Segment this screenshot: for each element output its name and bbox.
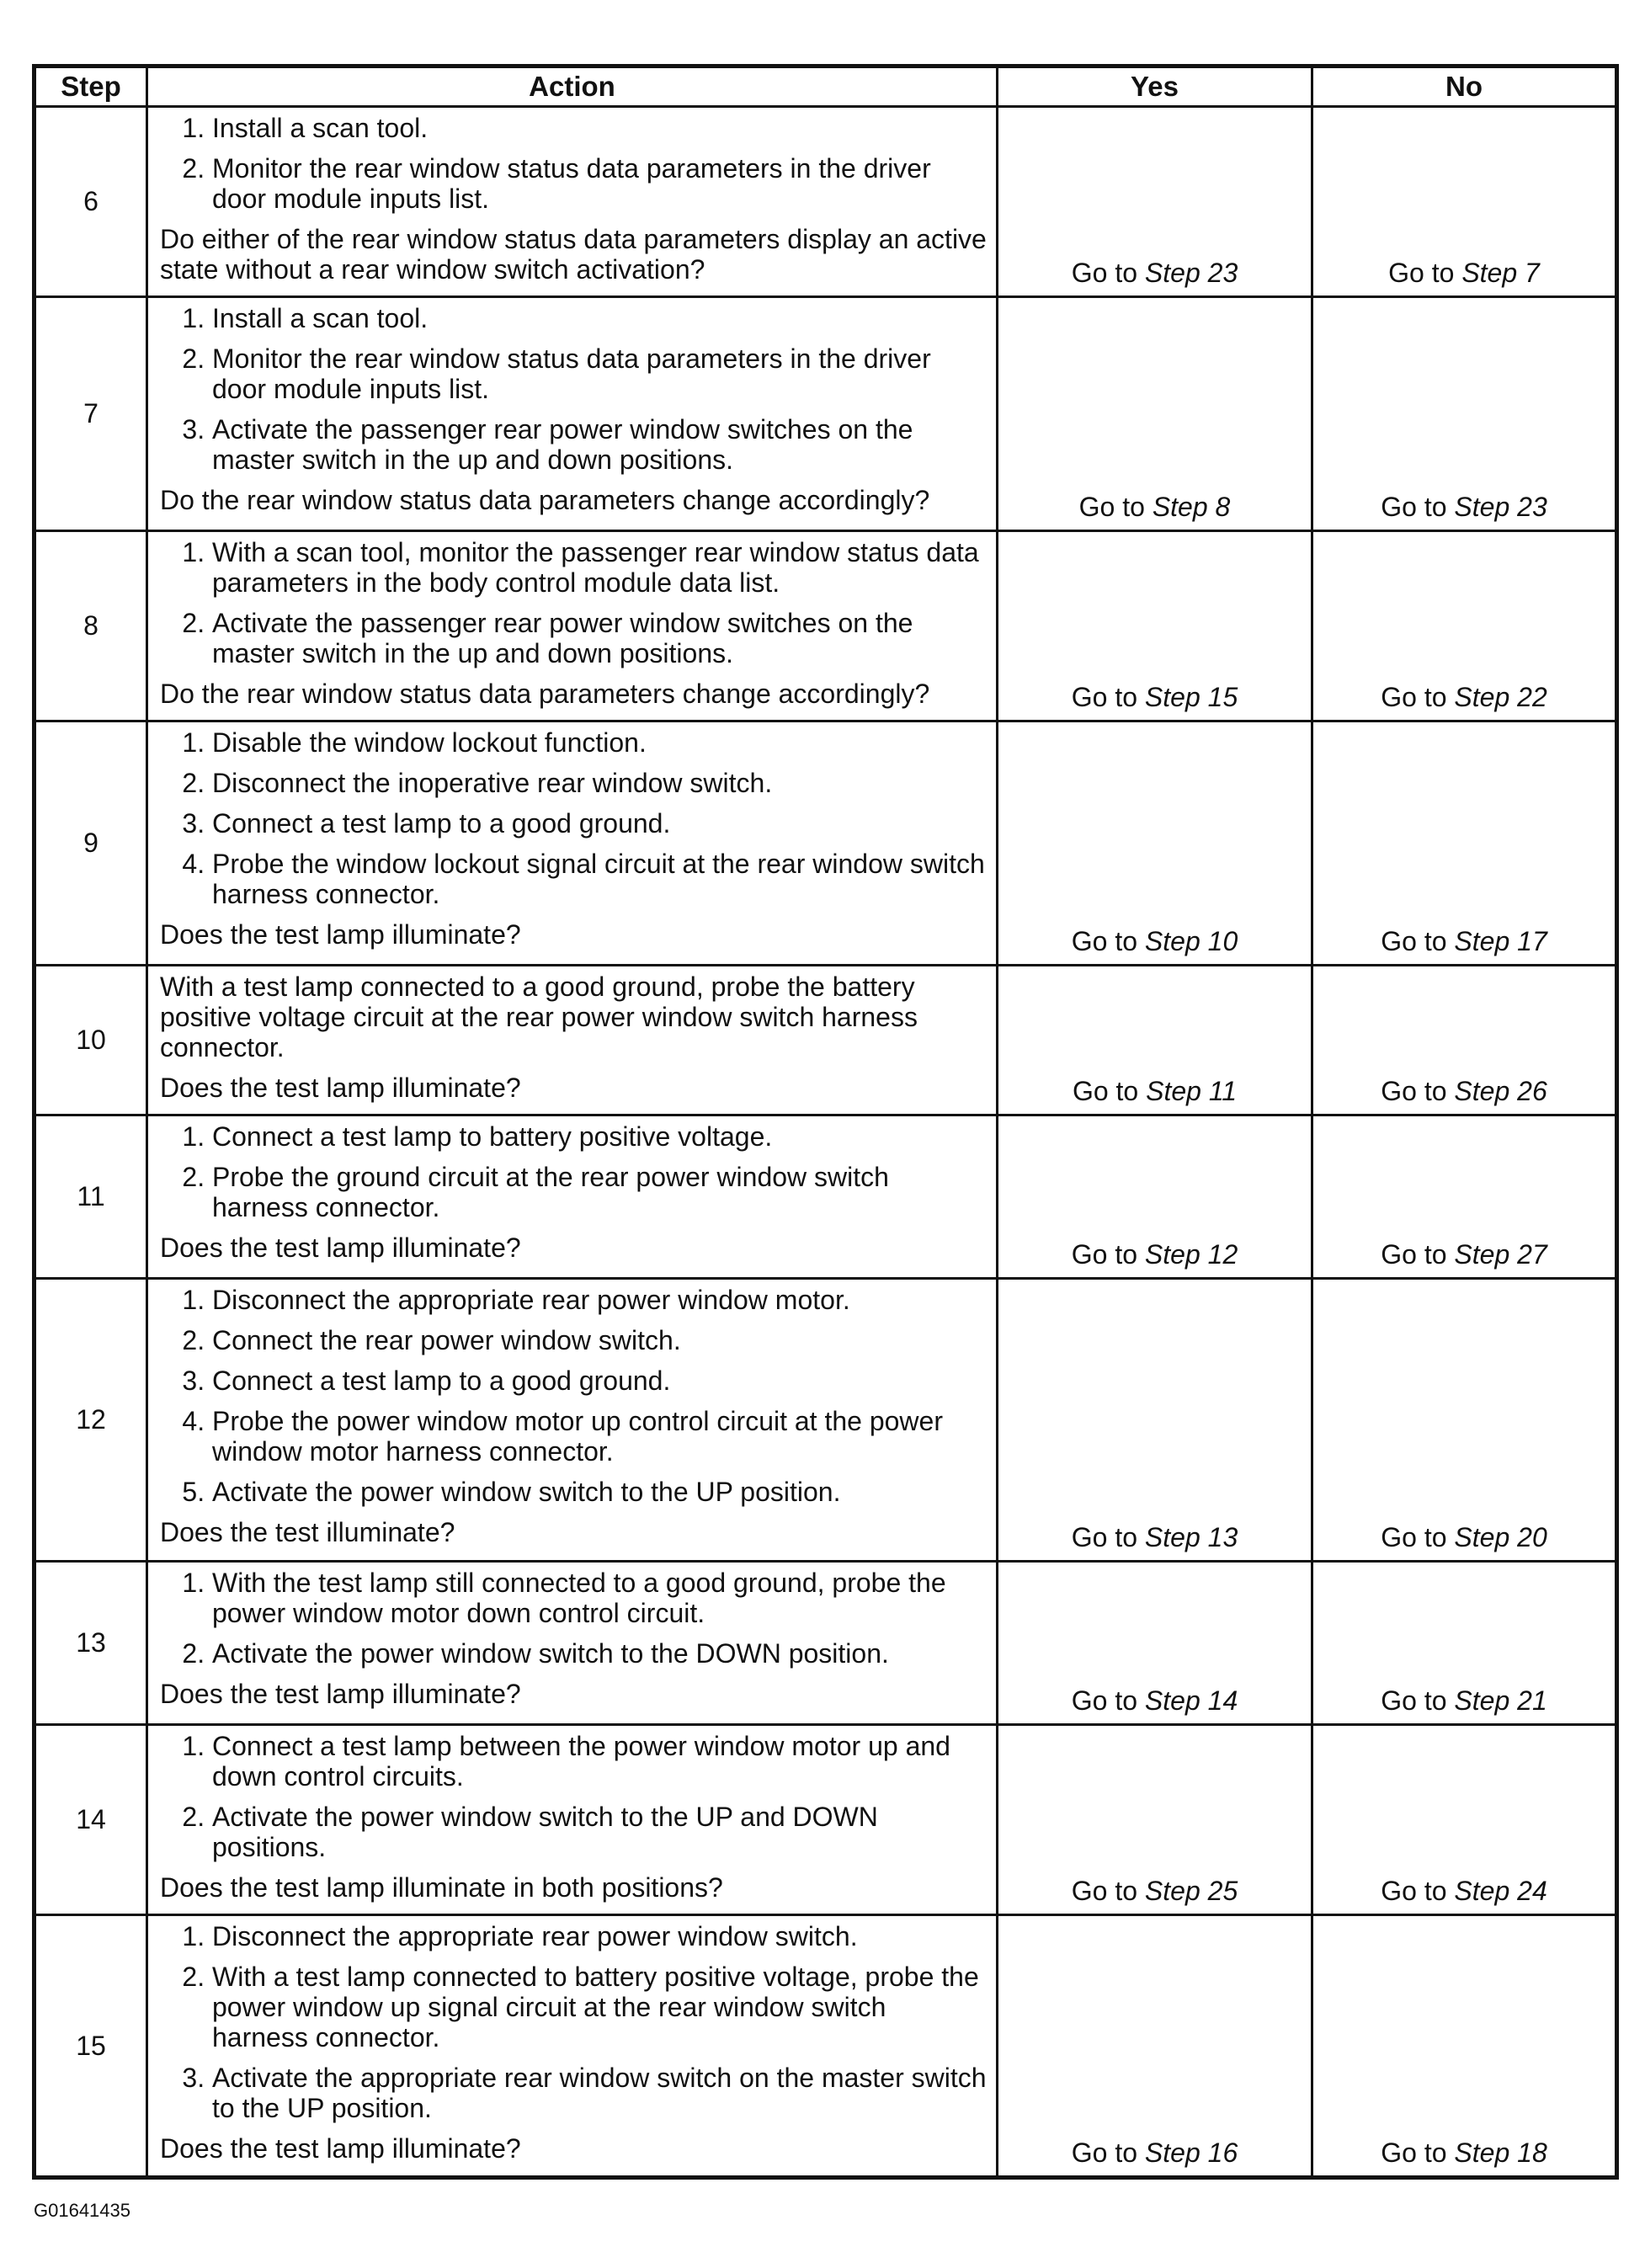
go-to-step-link: Step 16 bbox=[1144, 2138, 1238, 2168]
go-to-label: Go to bbox=[1072, 1076, 1139, 1106]
action-step: 2. Activate the passenger rear power window switches on the master switch in the up and down positions. bbox=[212, 608, 988, 668]
action-step: 1. Connect a test lamp between the power window motor up and down control circuits. bbox=[212, 1731, 988, 1792]
action-step: 1. Disable the window lockout function. bbox=[212, 727, 988, 758]
table-row bbox=[35, 1562, 1617, 1725]
action-step: 2. Activate the power window switch to the DOWN position. bbox=[212, 1638, 988, 1669]
action-text: With a test lamp connected to a good ground, probe the battery positive voltage circuit at the rear power window switch harness connector. bbox=[160, 972, 918, 1062]
action-step: 3. Connect a test lamp to a good ground. bbox=[212, 808, 988, 839]
no-result bbox=[1312, 531, 1617, 721]
go-to-label: Go to bbox=[1071, 258, 1138, 288]
action-cell bbox=[147, 1915, 998, 2178]
go-to-label: Go to bbox=[1381, 492, 1447, 522]
go-to-label: Go to bbox=[1381, 1876, 1447, 1906]
step-number: 14 bbox=[35, 1725, 147, 1915]
go-to-step-link: Step 24 bbox=[1454, 1876, 1547, 1906]
go-to-label: Go to bbox=[1381, 1239, 1447, 1270]
go-to-step-link: Step 7 bbox=[1461, 258, 1540, 288]
action-step: 1. Disconnect the appropriate rear power window motor. bbox=[212, 1285, 988, 1315]
action-question: Do either of the rear window status data parameters display an active state without a rear window switch activation? bbox=[160, 224, 987, 285]
go-to-label: Go to bbox=[1381, 1522, 1447, 1552]
header-row bbox=[35, 67, 1617, 107]
action-step: 1. With a scan tool, monitor the passenger rear window status data parameters in the body control module data list. bbox=[212, 537, 988, 598]
action-question: Do the rear window status data parameters change accordingly? bbox=[160, 485, 930, 515]
go-to-label: Go to bbox=[1071, 1685, 1138, 1716]
action-cell bbox=[147, 1279, 998, 1562]
no-result bbox=[1312, 107, 1617, 297]
go-to-step-link: Step 25 bbox=[1144, 1876, 1238, 1906]
header-no: No bbox=[1312, 67, 1617, 107]
action-question: Does the test lamp illuminate? bbox=[160, 1232, 521, 1263]
table-row bbox=[35, 966, 1617, 1115]
go-to-step-link: Step 22 bbox=[1454, 682, 1547, 712]
action-cell bbox=[147, 531, 998, 721]
action-steps-list bbox=[160, 1285, 988, 1507]
action-steps-list bbox=[160, 1121, 988, 1222]
action-steps-list bbox=[160, 1921, 988, 2123]
no-result bbox=[1312, 966, 1617, 1115]
yes-result bbox=[998, 966, 1312, 1115]
action-question: Do the rear window status data parameters change accordingly? bbox=[160, 679, 930, 709]
go-to-step-link: Step 26 bbox=[1454, 1076, 1547, 1106]
step-number: 6 bbox=[35, 107, 147, 297]
header-step: Step bbox=[35, 67, 147, 107]
go-to-label: Go to bbox=[1071, 2138, 1138, 2168]
action-step: 1. Install a scan tool. bbox=[212, 113, 988, 143]
action-steps-list bbox=[160, 727, 988, 909]
go-to-label: Go to bbox=[1388, 258, 1455, 288]
no-result bbox=[1312, 1279, 1617, 1562]
go-to-label: Go to bbox=[1078, 492, 1145, 522]
no-result bbox=[1312, 1915, 1617, 2178]
step-number: 13 bbox=[35, 1562, 147, 1725]
step-number: 15 bbox=[35, 1915, 147, 2178]
action-step: 1. Disconnect the appropriate rear power window switch. bbox=[212, 1921, 988, 1951]
action-steps-list bbox=[160, 1731, 988, 1862]
table-row bbox=[35, 1915, 1617, 2178]
action-cell bbox=[147, 107, 998, 297]
action-question: Does the test lamp illuminate? bbox=[160, 919, 521, 950]
go-to-step-link: Step 8 bbox=[1152, 492, 1231, 522]
step-number: 10 bbox=[35, 966, 147, 1115]
action-step: 4. Probe the power window motor up control circuit at the power window motor harness connector. bbox=[212, 1406, 988, 1467]
action-step: 5. Activate the power window switch to the UP position. bbox=[212, 1477, 988, 1507]
action-step: 2. Probe the ground circuit at the rear power window switch harness connector. bbox=[212, 1162, 988, 1222]
action-step: 2. Monitor the rear window status data parameters in the driver door module inputs list. bbox=[212, 343, 988, 404]
table-body bbox=[35, 107, 1617, 2178]
step-number: 8 bbox=[35, 531, 147, 721]
go-to-label: Go to bbox=[1071, 682, 1138, 712]
table-row bbox=[35, 107, 1617, 297]
table-row bbox=[35, 1725, 1617, 1915]
step-number: 12 bbox=[35, 1279, 147, 1562]
action-question: Does the test lamp illuminate? bbox=[160, 2133, 521, 2164]
action-cell bbox=[147, 1562, 998, 1725]
go-to-step-link: Step 18 bbox=[1454, 2138, 1547, 2168]
action-cell bbox=[147, 1725, 998, 1915]
no-result bbox=[1312, 1115, 1617, 1279]
yes-result bbox=[998, 1915, 1312, 2178]
action-cell bbox=[147, 721, 998, 966]
go-to-step-link: Step 23 bbox=[1454, 492, 1547, 522]
go-to-step-link: Step 15 bbox=[1144, 682, 1238, 712]
go-to-label: Go to bbox=[1381, 682, 1447, 712]
action-steps-list bbox=[160, 1568, 988, 1669]
no-result bbox=[1312, 1725, 1617, 1915]
go-to-step-link: Step 13 bbox=[1144, 1522, 1238, 1552]
go-to-label: Go to bbox=[1071, 1876, 1138, 1906]
action-step: 3. Activate the passenger rear power window switches on the master switch in the up and down positions. bbox=[212, 414, 988, 475]
go-to-step-link: Step 23 bbox=[1144, 258, 1238, 288]
action-cell bbox=[147, 297, 998, 531]
action-question: Does the test illuminate? bbox=[160, 1517, 455, 1547]
go-to-label: Go to bbox=[1381, 1685, 1447, 1716]
action-step: 2. Activate the power window switch to the UP and DOWN positions. bbox=[212, 1802, 988, 1862]
action-steps-list bbox=[160, 303, 988, 475]
header-action: Action bbox=[147, 67, 998, 107]
action-steps-list bbox=[160, 537, 988, 668]
go-to-label: Go to bbox=[1071, 926, 1138, 956]
step-number: 9 bbox=[35, 721, 147, 966]
action-step: 2. Disconnect the inoperative rear window switch. bbox=[212, 768, 988, 798]
action-question: Does the test lamp illuminate in both positions? bbox=[160, 1872, 723, 1903]
step-number: 11 bbox=[35, 1115, 147, 1279]
figure-id: G01641435 bbox=[34, 2200, 130, 2221]
no-result bbox=[1312, 721, 1617, 966]
go-to-step-link: Step 12 bbox=[1144, 1239, 1238, 1270]
yes-result bbox=[998, 1562, 1312, 1725]
table-row bbox=[35, 531, 1617, 721]
go-to-label: Go to bbox=[1381, 926, 1447, 956]
table-row bbox=[35, 1115, 1617, 1279]
action-step: 2. Monitor the rear window status data parameters in the driver door module inputs list. bbox=[212, 153, 988, 214]
action-cell bbox=[147, 966, 998, 1115]
table-row bbox=[35, 1279, 1617, 1562]
action-step: 2. Connect the rear power window switch. bbox=[212, 1325, 988, 1355]
table-row bbox=[35, 721, 1617, 966]
no-result bbox=[1312, 297, 1617, 531]
action-step: 2. With a test lamp connected to battery positive voltage, probe the power window up signal circuit at the rear window switch harness connector. bbox=[212, 1962, 988, 2052]
yes-result bbox=[998, 531, 1312, 721]
go-to-label: Go to bbox=[1381, 1076, 1447, 1106]
yes-result bbox=[998, 721, 1312, 966]
yes-result bbox=[998, 1279, 1312, 1562]
go-to-label: Go to bbox=[1381, 2138, 1447, 2168]
action-cell bbox=[147, 1115, 998, 1279]
yes-result bbox=[998, 107, 1312, 297]
step-number: 7 bbox=[35, 297, 147, 531]
action-step: 1. With the test lamp still connected to a good ground, probe the power window motor down control circuit. bbox=[212, 1568, 988, 1628]
diagnostic-table bbox=[32, 64, 1619, 2180]
go-to-label: Go to bbox=[1071, 1522, 1138, 1552]
action-question: Does the test lamp illuminate? bbox=[160, 1679, 521, 1709]
action-step: 3. Connect a test lamp to a good ground. bbox=[212, 1366, 988, 1396]
go-to-label: Go to bbox=[1071, 1239, 1138, 1270]
yes-result bbox=[998, 1725, 1312, 1915]
diagnostic-table-container bbox=[32, 64, 1615, 2180]
yes-result bbox=[998, 1115, 1312, 1279]
go-to-step-link: Step 11 bbox=[1146, 1076, 1238, 1106]
action-steps-list bbox=[160, 113, 988, 214]
table-row bbox=[35, 297, 1617, 531]
action-step: 4. Probe the window lockout signal circuit at the rear window switch harness connector. bbox=[212, 849, 988, 909]
go-to-step-link: Step 20 bbox=[1454, 1522, 1547, 1552]
header-yes: Yes bbox=[998, 67, 1312, 107]
yes-result bbox=[998, 297, 1312, 531]
go-to-step-link: Step 14 bbox=[1144, 1685, 1238, 1716]
no-result bbox=[1312, 1562, 1617, 1725]
action-question: Does the test lamp illuminate? bbox=[160, 1073, 521, 1103]
go-to-step-link: Step 17 bbox=[1454, 926, 1547, 956]
action-step: 3. Activate the appropriate rear window switch on the master switch to the UP position. bbox=[212, 2063, 988, 2123]
action-step: 1. Install a scan tool. bbox=[212, 303, 988, 333]
go-to-step-link: Step 27 bbox=[1454, 1239, 1547, 1270]
go-to-step-link: Step 21 bbox=[1454, 1685, 1547, 1716]
action-step: 1. Connect a test lamp to battery positive voltage. bbox=[212, 1121, 988, 1152]
go-to-step-link: Step 10 bbox=[1144, 926, 1238, 956]
